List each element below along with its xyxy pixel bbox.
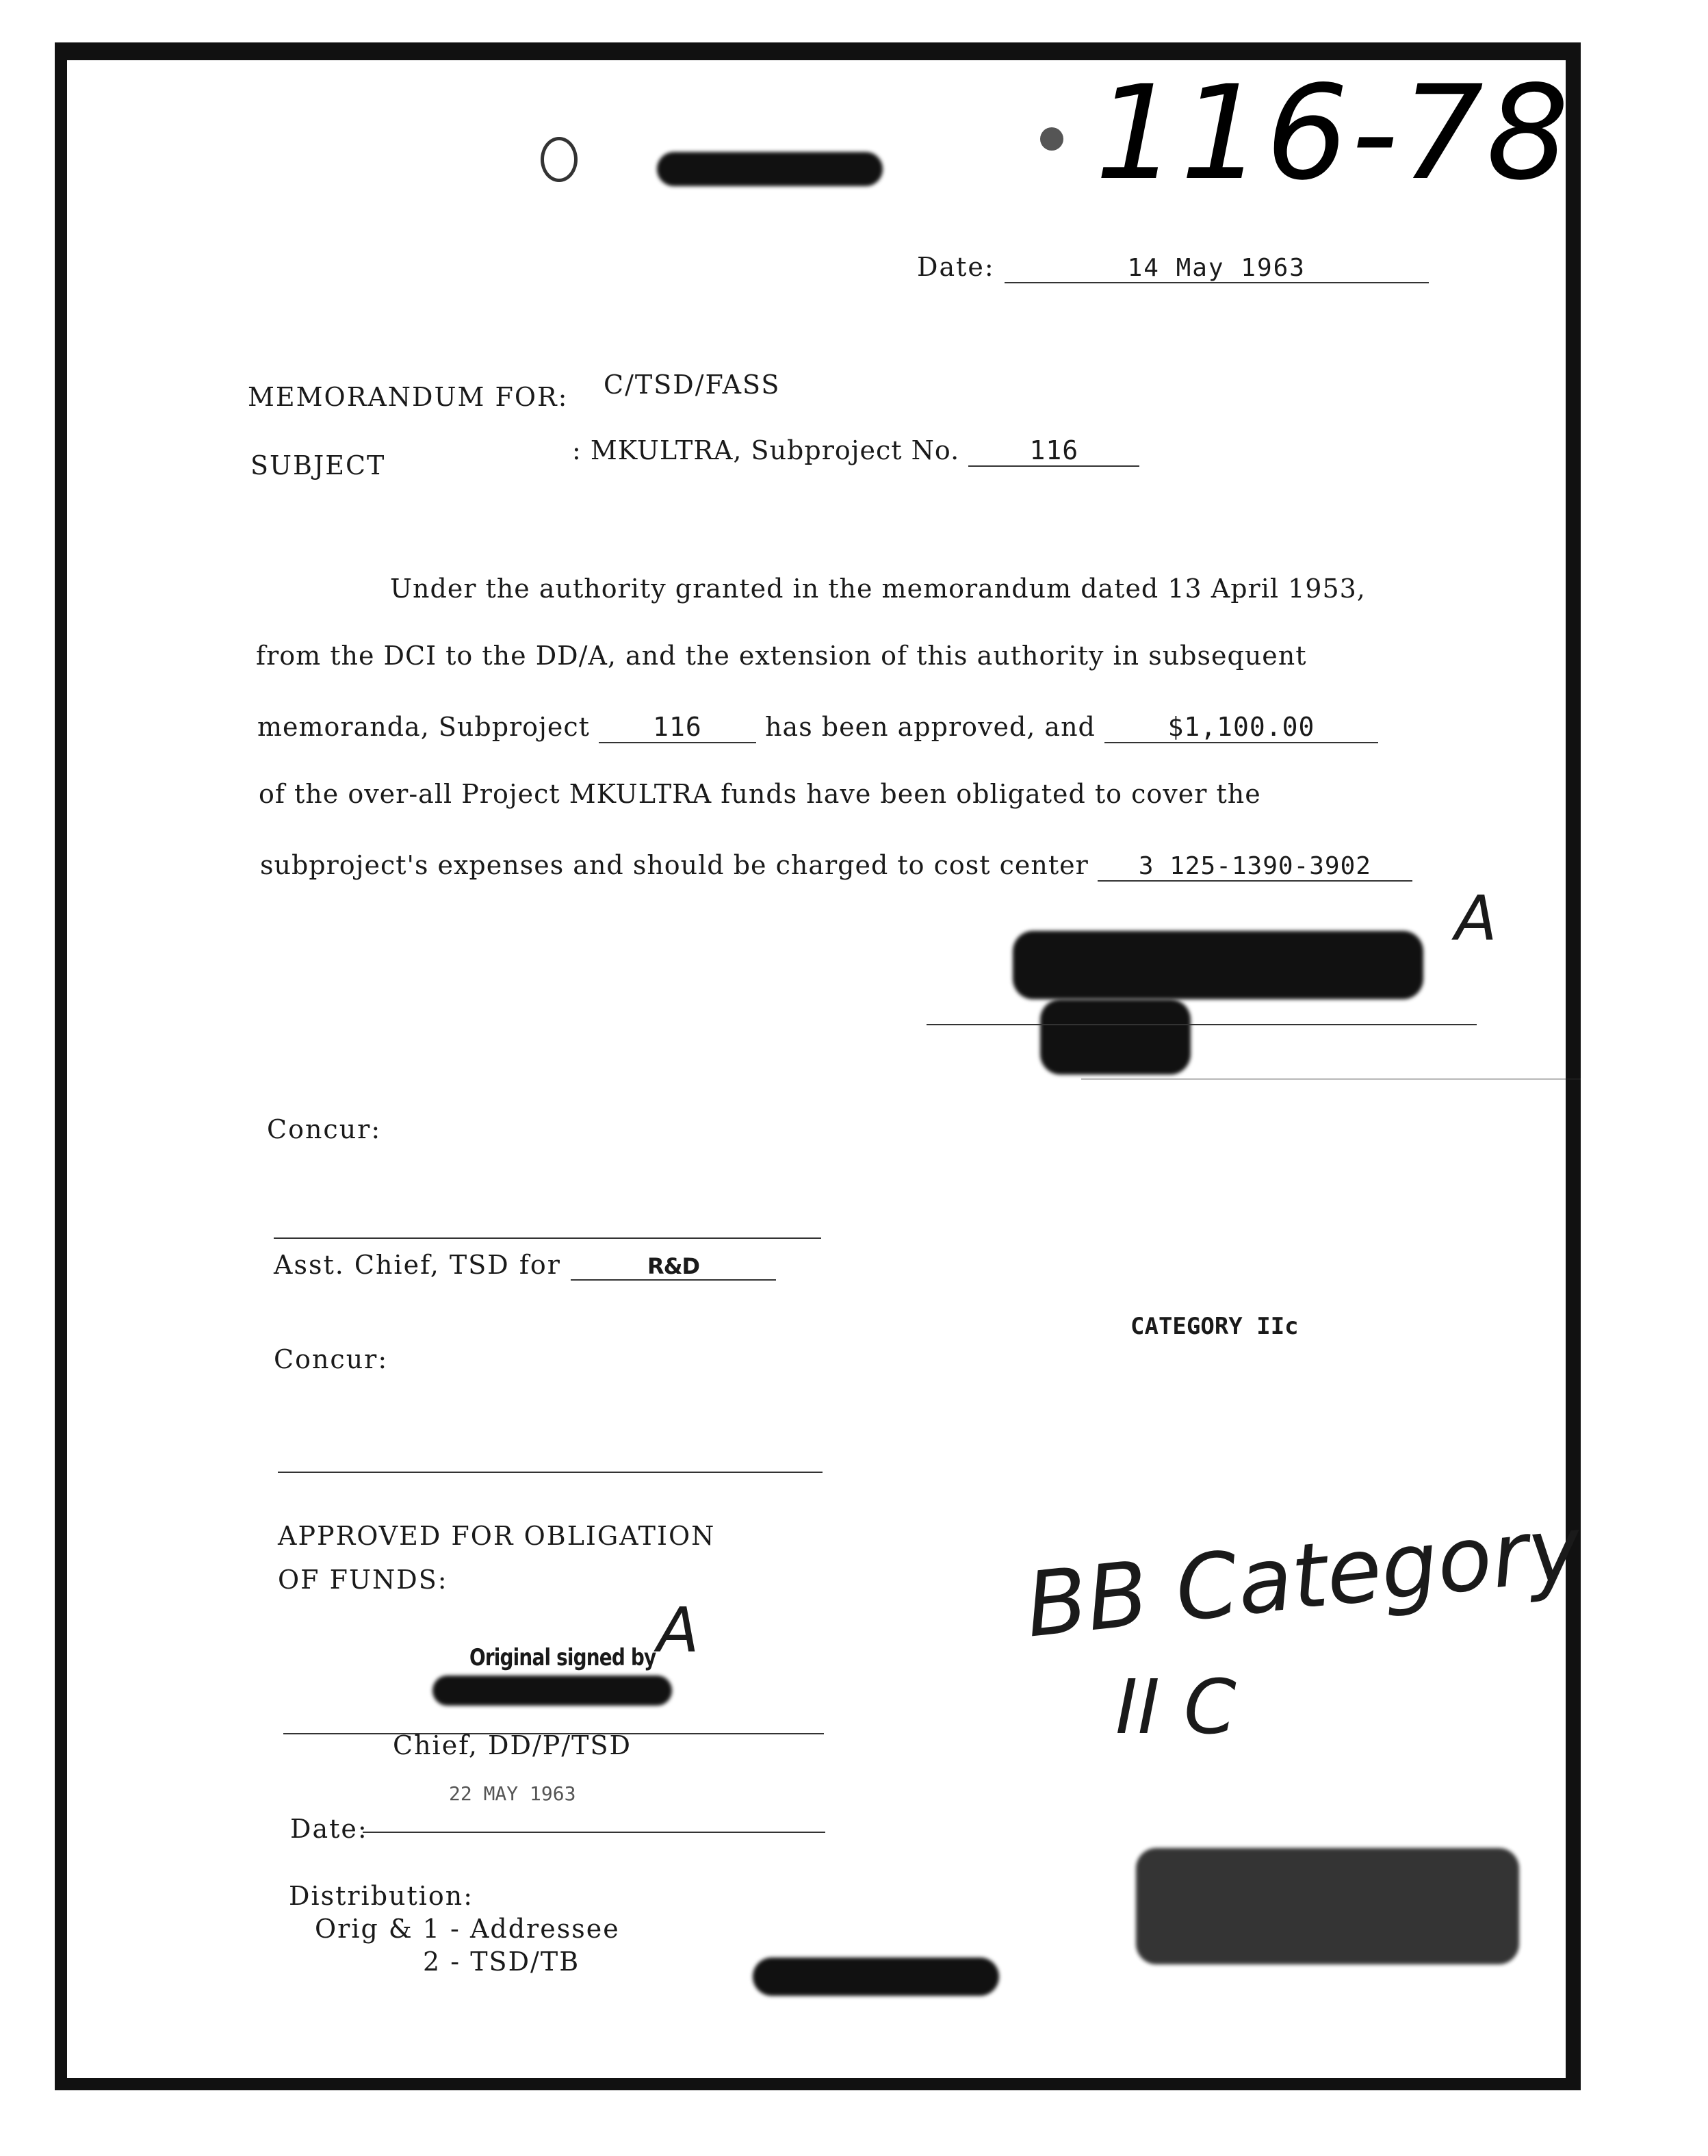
amount-value: $1,100.00 — [1104, 712, 1378, 743]
redaction-approver — [432, 1676, 672, 1706]
date-label: Date: — [917, 252, 995, 282]
document-number: 116-78 — [1095, 57, 1572, 209]
chief-title: Chief, DD/P/TSD — [393, 1730, 632, 1760]
signature-line — [927, 1024, 1477, 1025]
redaction-distribution — [753, 1958, 999, 1996]
memo-for-label: MEMORANDUM FOR: — [248, 382, 569, 412]
approved-line-1: APPROVED FOR OBLIGATION — [278, 1521, 716, 1551]
concur-2-line — [278, 1472, 823, 1473]
body-line-2: from the DCI to the DD/A, and the extension of this authority in subsequent — [256, 641, 1307, 671]
punch-hole — [541, 137, 578, 182]
concur-2-label: Concur: — [274, 1344, 389, 1374]
cost-center-value: 3 125-1390-3902 — [1098, 852, 1412, 882]
redaction-classification — [1136, 1848, 1519, 1964]
approved-line-2: OF FUNDS: — [278, 1565, 448, 1595]
date-stamp: 22 MAY 1963 — [449, 1782, 576, 1805]
redaction-header — [657, 152, 883, 186]
concur-1-label: Concur: — [267, 1114, 382, 1144]
concur-1-title — [274, 1250, 776, 1281]
handwritten-category-line-1: BB Category — [1021, 1496, 1586, 1658]
memo-for-value: C/TSD/FASS — [604, 370, 781, 400]
distribution-destination: - TSD/TB — [450, 1947, 580, 1977]
subject-number: 116 — [968, 435, 1139, 467]
distribution-copy-number: 2 — [423, 1947, 441, 1977]
body-line-3b: has been approved, and — [765, 712, 1096, 742]
body-line-3 — [257, 712, 1378, 743]
subproject-number: 116 — [599, 712, 756, 743]
redaction-signature-2 — [1040, 999, 1191, 1075]
date-2-line — [363, 1832, 825, 1833]
subject-label: SUBJECT — [250, 450, 386, 480]
date-field — [917, 252, 1429, 283]
concur-1-line — [274, 1237, 821, 1239]
body-line-3a: memoranda, Subproject — [257, 712, 590, 742]
scan-border — [55, 42, 1581, 2090]
body-line-1: Under the authority granted in the memorandum dated 13 April 1953, — [390, 574, 1366, 604]
approval-mark-a: A — [657, 1595, 699, 1667]
initial-mark-a: A — [1455, 883, 1497, 955]
asst-chief-title: Asst. Chief, TSD for — [274, 1250, 561, 1280]
distribution-line-1: Orig & 1 - Addressee — [315, 1914, 620, 1944]
redaction-signature-1 — [1013, 931, 1423, 999]
subject-prefix: : MKULTRA, Subproject No. — [572, 435, 960, 465]
body-line-5-text: subproject's expenses and should be charged to cost center — [260, 850, 1089, 880]
date-2-label: Date: — [290, 1814, 368, 1844]
date-value: 14 May 1963 — [1005, 254, 1429, 283]
rd-dept: R&D — [571, 1253, 776, 1281]
category-label: CATEGORY IIc — [1130, 1313, 1299, 1340]
subject-line — [572, 435, 1139, 467]
distribution-line-2 — [423, 1947, 580, 1977]
bullet-mark — [1040, 127, 1063, 151]
distribution-label: Distribution: — [289, 1881, 474, 1911]
handwritten-category-line-2: II C — [1115, 1663, 1237, 1751]
body-line-4: of the over-all Project MKULTRA funds have been obligated to cover the — [259, 779, 1261, 809]
original-signed-stamp: Original signed by — [469, 1644, 656, 1671]
body-line-5 — [260, 850, 1412, 882]
